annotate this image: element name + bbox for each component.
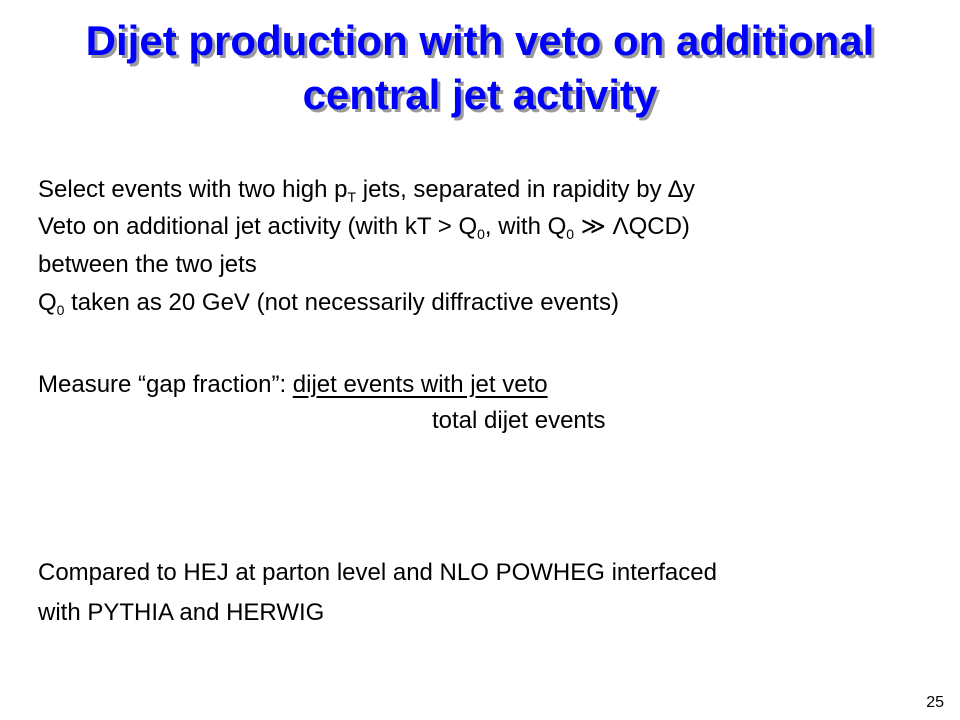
title-line-1: Dijet production with veto on additional xyxy=(85,17,875,64)
q0-text-b: taken as 20 GeV (not necessarily diffractive events) xyxy=(64,289,619,316)
title-line-2: central jet activity xyxy=(302,71,658,118)
q0-value-line xyxy=(38,288,619,317)
selection-text-b: jets, separated in rapidity by xyxy=(356,176,669,203)
pt-subscript: T xyxy=(347,189,357,205)
q0-text-a: Q xyxy=(38,289,57,316)
gap-fraction-denominator: total dijet events xyxy=(432,407,606,434)
gap-fraction-numerator: dijet events with jet veto xyxy=(292,371,548,398)
selection-text-a: Select events with two high p xyxy=(38,176,348,203)
slide-title xyxy=(0,14,960,122)
selection-line xyxy=(38,175,695,204)
q0-subscript-3: 0 xyxy=(56,302,65,318)
veto-text-b: , with Q xyxy=(484,213,567,240)
gap-fraction-label: Measure “gap fraction”: xyxy=(38,371,293,398)
between-jets-line: between the two jets xyxy=(38,251,257,278)
delta-y-symbol: ∆y xyxy=(668,176,695,203)
veto-line xyxy=(38,212,690,241)
q0-subscript-1: 0 xyxy=(477,226,485,242)
gap-fraction-line xyxy=(38,370,548,399)
comparison-line-2: with PYTHIA and HERWIG xyxy=(38,599,325,626)
veto-text-c: ≫ ΛQCD) xyxy=(574,213,690,240)
q0-subscript-2: 0 xyxy=(566,226,575,242)
veto-text-a: Veto on additional jet activity (with kT > Q xyxy=(38,213,478,240)
page-number: 25 xyxy=(926,694,944,711)
comparison-line-1: Compared to HEJ at parton level and NLO POWHEG interfaced xyxy=(38,559,717,586)
